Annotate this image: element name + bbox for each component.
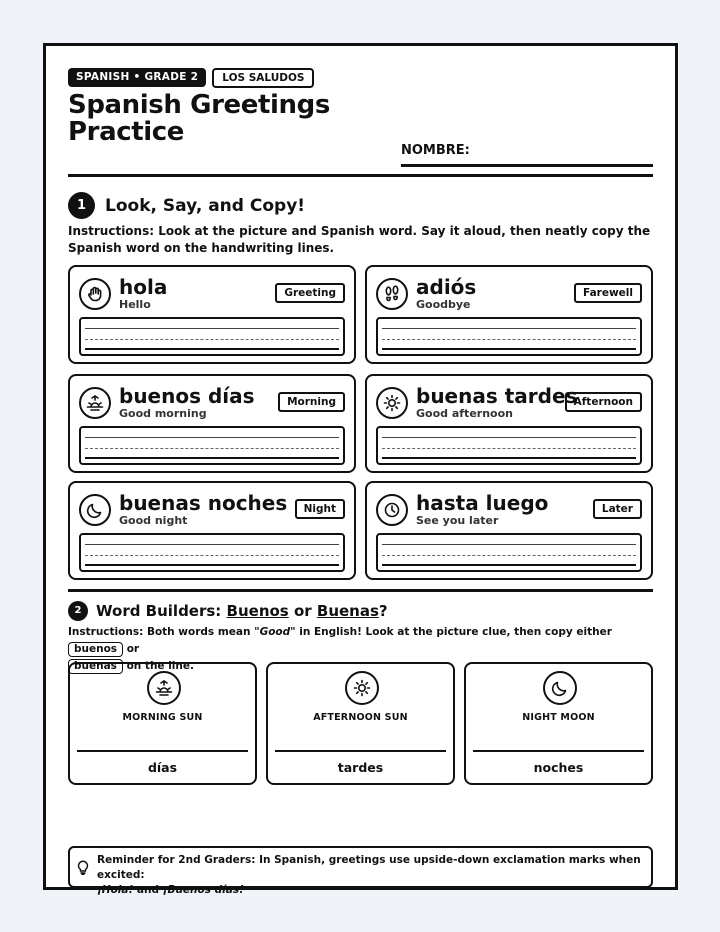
english-meaning: Good afternoon (416, 407, 513, 420)
answer-line[interactable] (77, 750, 248, 752)
picture-clue-caption: NIGHT MOON (522, 712, 595, 723)
greeting-card (365, 265, 653, 364)
word-builder-box (68, 662, 257, 785)
word-builder-box (464, 662, 653, 785)
buenos-chip: buenos (68, 642, 123, 657)
topic-tag: LOS SALUDOS (212, 68, 314, 88)
section-number: 2 (68, 601, 88, 621)
section-1-header (68, 192, 305, 219)
sun-icon (376, 387, 408, 419)
category-badge: Afternoon (565, 392, 642, 412)
section-number: 1 (68, 192, 95, 219)
title-line-2: Practice (68, 117, 185, 147)
english-meaning: Good night (119, 514, 188, 527)
worksheet (43, 43, 678, 896)
footprints-icon (376, 278, 408, 310)
spanish-word: hola (119, 275, 168, 299)
spanish-word: buenos días (119, 384, 255, 408)
answer-line[interactable] (473, 750, 644, 752)
picture-clue-caption: MORNING SUN (122, 712, 203, 723)
section-2-instructions: Instructions: Both words mean "Good" in English! Look at the picture clue, then copy either buenos or buenas on the line. (68, 626, 612, 672)
handwriting-lines[interactable] (79, 426, 345, 465)
section-title: Word Builders: Buenos or Buenas? (96, 602, 388, 620)
greeting-card (365, 481, 653, 580)
moon-icon (543, 671, 577, 705)
handwriting-lines[interactable] (376, 533, 642, 572)
sun-icon (345, 671, 379, 705)
section-1-instructions: Instructions: Look at the picture and Spanish word. Say it aloud, then neatly copy the Spanish word on the handwriting lines. (68, 224, 651, 255)
english-meaning: Good morning (119, 407, 207, 420)
clock-icon (376, 494, 408, 526)
hand-wave-icon (79, 278, 111, 310)
spanish-word: adiós (416, 275, 477, 299)
title-line-1: Spanish Greetings (68, 90, 330, 120)
page-title (68, 92, 368, 146)
category-badge: Farewell (574, 283, 642, 303)
reminder-box (68, 846, 653, 896)
word-builder-box (266, 662, 455, 785)
spanish-word: buenas noches (119, 491, 288, 515)
greeting-card (68, 481, 356, 580)
header-divider (68, 174, 653, 177)
buenas-word: Buenas (316, 602, 379, 620)
picture-clue-caption: AFTERNOON SUN (313, 712, 408, 723)
reminder-text: Reminder for 2nd Graders: In Spanish, greetings use upside-down exclamation marks when excited: ¡Hola! and ¡Buenos días! (97, 854, 641, 896)
lightbulb-icon (77, 859, 89, 879)
english-meaning: Goodbye (416, 298, 471, 311)
category-badge: Night (295, 499, 345, 519)
grade-tag: SPANISH • GRADE 2 (68, 68, 206, 87)
word-ending: tardes (337, 760, 384, 775)
name-line[interactable] (401, 164, 653, 167)
buenas-chip: buenas (68, 659, 123, 674)
section-divider (68, 589, 653, 592)
word-ending: días (147, 760, 178, 775)
greeting-card (68, 374, 356, 473)
handwriting-lines[interactable] (376, 426, 642, 465)
header-tags (68, 68, 314, 88)
spanish-word: buenas tardes (416, 384, 578, 408)
buenos-word: Buenos (226, 602, 289, 620)
category-badge: Greeting (275, 283, 345, 303)
answer-line[interactable] (275, 750, 446, 752)
spanish-word: hasta luego (416, 491, 549, 515)
category-badge: Morning (278, 392, 345, 412)
sunrise-icon (147, 671, 181, 705)
moon-icon (79, 494, 111, 526)
greeting-card (68, 265, 356, 364)
handwriting-lines[interactable] (79, 533, 345, 572)
handwriting-lines[interactable] (79, 317, 345, 356)
category-badge: Later (593, 499, 642, 519)
name-label: NOMBRE: (401, 143, 470, 158)
handwriting-lines[interactable] (376, 317, 642, 356)
english-meaning: Hello (119, 298, 151, 311)
word-ending: noches (533, 760, 584, 775)
sunrise-icon (79, 387, 111, 419)
greeting-card (365, 374, 653, 473)
section-title: Look, Say, and Copy! (105, 195, 306, 216)
english-meaning: See you later (416, 514, 499, 527)
section-2-header (68, 601, 388, 621)
